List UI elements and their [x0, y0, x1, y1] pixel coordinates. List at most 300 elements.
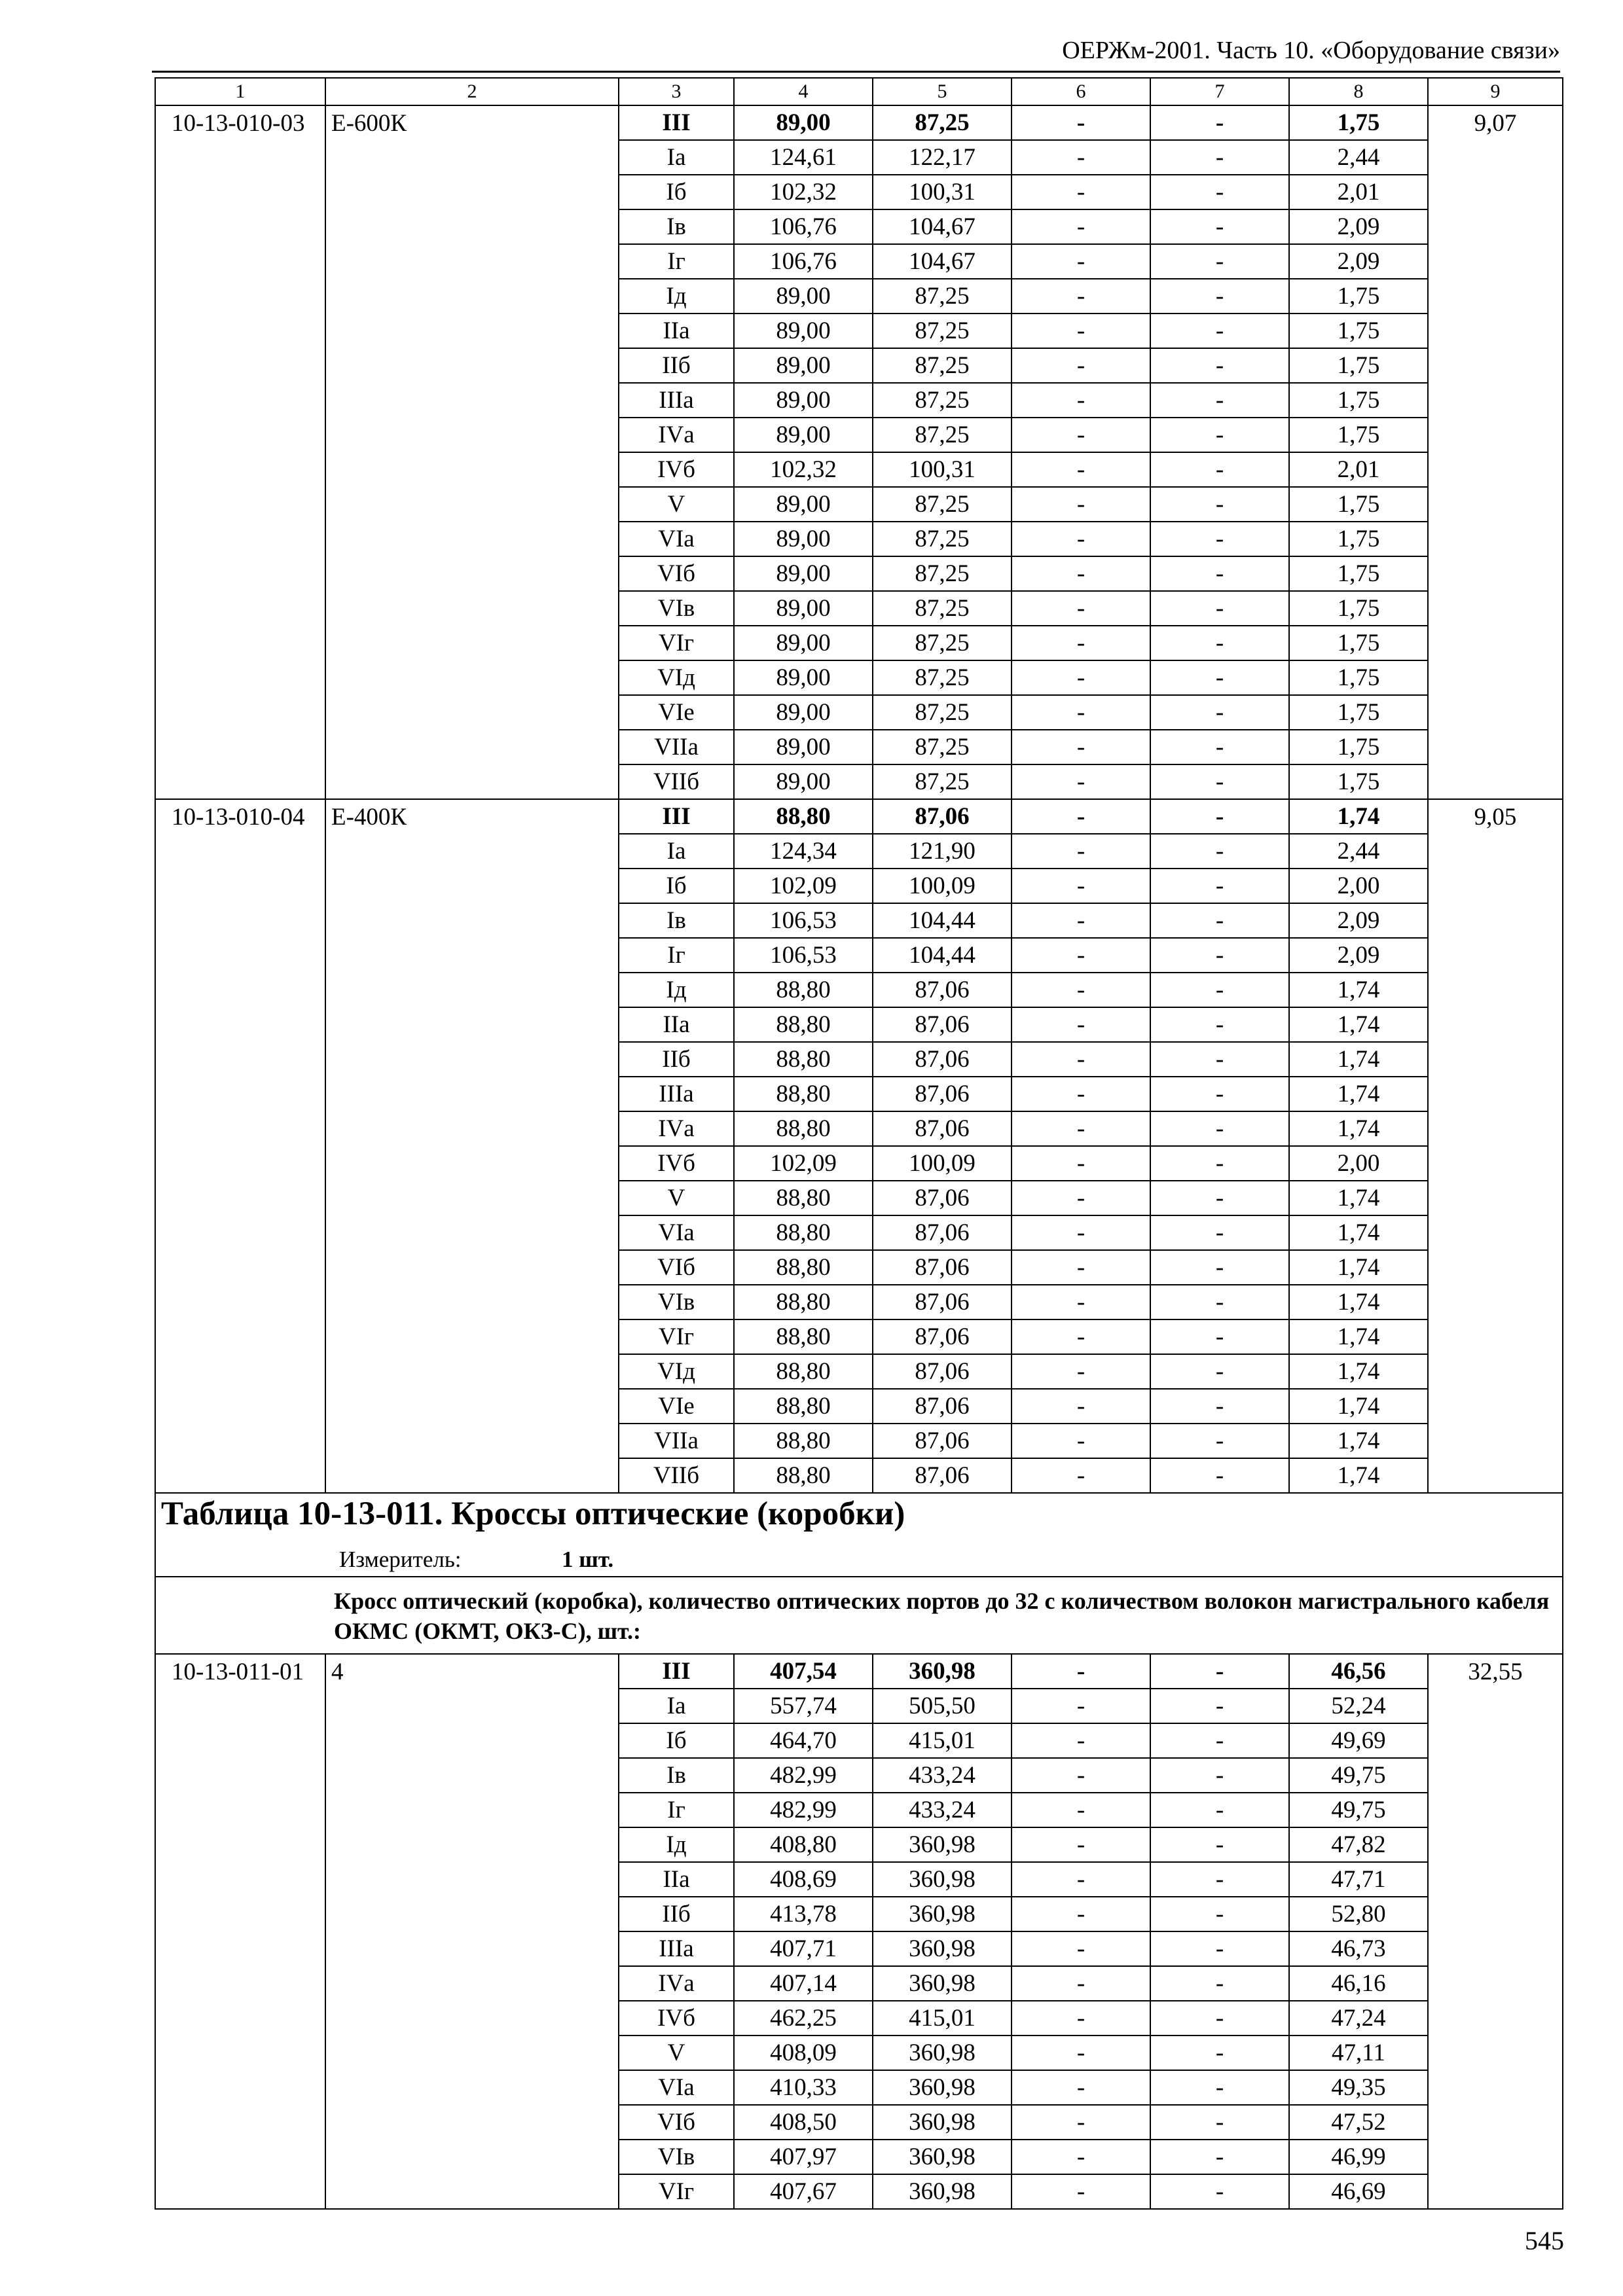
value-cell: -: [1150, 244, 1289, 279]
value-cell: 2,09: [1289, 244, 1428, 279]
value-cell: -: [1012, 938, 1150, 973]
value-cell: -: [1150, 2036, 1289, 2070]
zone-cell: IIа: [619, 314, 734, 348]
value-cell: 100,09: [873, 869, 1012, 903]
zone-cell: VIе: [619, 695, 734, 730]
value-cell: 47,52: [1289, 2105, 1428, 2140]
value-cell: -: [1012, 452, 1150, 487]
zone-cell: IVб: [619, 2001, 734, 2036]
value-cell: 482,99: [734, 1793, 873, 1827]
value-cell: 1,74: [1289, 1111, 1428, 1146]
value-cell: 88,80: [734, 1319, 873, 1354]
value-cell: -: [1150, 1146, 1289, 1181]
value-cell: 87,25: [873, 660, 1012, 695]
zone-cell: Iа: [619, 140, 734, 175]
value-cell: 1,75: [1289, 348, 1428, 383]
value-cell: 1,75: [1289, 626, 1428, 660]
value-cell: 88,80: [734, 1007, 873, 1042]
value-cell: 505,50: [873, 1689, 1012, 1723]
value-cell: 360,98: [873, 1931, 1012, 1966]
value-cell: -: [1012, 209, 1150, 244]
value-cell: -: [1150, 175, 1289, 209]
zone-cell: IVа: [619, 1111, 734, 1146]
value-cell: 408,80: [734, 1827, 873, 1862]
value-cell: 87,06: [873, 799, 1012, 834]
column-number: 4: [734, 78, 873, 105]
value-cell: -: [1150, 1042, 1289, 1077]
value-cell: 87,25: [873, 105, 1012, 140]
value-cell: -: [1012, 1077, 1150, 1111]
column-9-value: 32,55: [1428, 1654, 1563, 2209]
value-cell: -: [1012, 314, 1150, 348]
table-row: [155, 1654, 1563, 1689]
value-cell: -: [1012, 1654, 1150, 1689]
zone-cell: III: [619, 1654, 734, 1689]
column-9-value: 9,05: [1428, 799, 1563, 1493]
zone-cell: Iг: [619, 244, 734, 279]
value-cell: 87,25: [873, 556, 1012, 591]
value-cell: 2,09: [1289, 209, 1428, 244]
value-cell: 87,06: [873, 1319, 1012, 1354]
zone-cell: Iд: [619, 1827, 734, 1862]
value-cell: 88,80: [734, 1181, 873, 1215]
value-cell: -: [1150, 348, 1289, 383]
value-cell: 87,25: [873, 591, 1012, 626]
value-cell: -: [1012, 834, 1150, 869]
zone-cell: VIв: [619, 1285, 734, 1319]
value-cell: -: [1012, 1689, 1150, 1723]
value-cell: -: [1012, 279, 1150, 314]
value-cell: -: [1150, 1250, 1289, 1285]
value-cell: 89,00: [734, 660, 873, 695]
zone-cell: VIд: [619, 660, 734, 695]
value-cell: -: [1012, 1285, 1150, 1319]
value-cell: 89,00: [734, 105, 873, 140]
value-cell: 1,75: [1289, 314, 1428, 348]
value-cell: -: [1012, 487, 1150, 522]
value-cell: 89,00: [734, 522, 873, 556]
value-cell: -: [1012, 695, 1150, 730]
column-9-value: 9,07: [1428, 105, 1563, 799]
value-cell: 89,00: [734, 279, 873, 314]
page-number: 545: [1525, 2226, 1564, 2255]
value-cell: 89,00: [734, 764, 873, 799]
value-cell: -: [1012, 1389, 1150, 1424]
value-cell: 407,14: [734, 1966, 873, 2001]
value-cell: -: [1012, 1250, 1150, 1285]
value-cell: 88,80: [734, 1111, 873, 1146]
value-cell: -: [1012, 244, 1150, 279]
column-number: 3: [619, 78, 734, 105]
zone-cell: IVа: [619, 418, 734, 452]
unit-value: 1 шт.: [562, 1546, 614, 1572]
value-cell: 1,75: [1289, 383, 1428, 418]
value-cell: -: [1012, 348, 1150, 383]
value-cell: -: [1150, 1181, 1289, 1215]
value-cell: 106,53: [734, 903, 873, 938]
value-cell: 1,75: [1289, 764, 1428, 799]
value-cell: 87,06: [873, 1007, 1012, 1042]
value-cell: -: [1150, 591, 1289, 626]
value-cell: -: [1012, 730, 1150, 764]
zone-cell: IVб: [619, 1146, 734, 1181]
value-cell: 2,44: [1289, 140, 1428, 175]
value-cell: 360,98: [873, 2036, 1012, 2070]
value-cell: 2,00: [1289, 1146, 1428, 1181]
value-cell: -: [1012, 1146, 1150, 1181]
value-cell: -: [1150, 660, 1289, 695]
column-number: 2: [325, 78, 619, 105]
zone-cell: IIб: [619, 1042, 734, 1077]
value-cell: -: [1012, 2140, 1150, 2174]
value-cell: -: [1150, 1389, 1289, 1424]
zone-cell: VIг: [619, 1319, 734, 1354]
zone-cell: Iд: [619, 279, 734, 314]
zone-cell: VIа: [619, 1215, 734, 1250]
value-cell: -: [1150, 487, 1289, 522]
value-cell: -: [1012, 660, 1150, 695]
value-cell: 407,97: [734, 2140, 873, 2174]
value-cell: 87,25: [873, 348, 1012, 383]
value-cell: 89,00: [734, 418, 873, 452]
value-cell: -: [1012, 903, 1150, 938]
column-number: 5: [873, 78, 1012, 105]
value-cell: -: [1012, 383, 1150, 418]
zone-cell: VIд: [619, 1354, 734, 1389]
value-cell: 408,69: [734, 1862, 873, 1897]
value-cell: -: [1150, 418, 1289, 452]
value-cell: 408,50: [734, 2105, 873, 2140]
value-cell: -: [1150, 1931, 1289, 1966]
value-cell: 87,25: [873, 695, 1012, 730]
value-cell: 87,06: [873, 1424, 1012, 1458]
zone-cell: VIг: [619, 626, 734, 660]
zone-cell: VIб: [619, 2105, 734, 2140]
value-cell: 1,75: [1289, 591, 1428, 626]
value-cell: 87,06: [873, 1458, 1012, 1493]
value-cell: -: [1150, 2140, 1289, 2174]
value-cell: 106,76: [734, 244, 873, 279]
value-cell: 410,33: [734, 2070, 873, 2105]
value-cell: -: [1150, 764, 1289, 799]
value-cell: -: [1150, 834, 1289, 869]
value-cell: 100,09: [873, 1146, 1012, 1181]
value-cell: 1,74: [1289, 1250, 1428, 1285]
value-cell: 360,98: [873, 1654, 1012, 1689]
value-cell: -: [1150, 1966, 1289, 2001]
zone-cell: VIа: [619, 522, 734, 556]
value-cell: 47,11: [1289, 2036, 1428, 2070]
value-cell: -: [1012, 1862, 1150, 1897]
rate-code: 10-13-011-01: [155, 1654, 325, 2209]
zone-cell: IIIа: [619, 1931, 734, 1966]
value-cell: 104,44: [873, 903, 1012, 938]
column-number: 8: [1289, 78, 1428, 105]
zone-cell: VIIб: [619, 1458, 734, 1493]
value-cell: -: [1150, 1007, 1289, 1042]
value-cell: 89,00: [734, 591, 873, 626]
header-rule: [152, 71, 1560, 73]
value-cell: 88,80: [734, 973, 873, 1007]
value-cell: 87,06: [873, 1077, 1012, 1111]
zone-cell: IIIа: [619, 1077, 734, 1111]
value-cell: 1,75: [1289, 660, 1428, 695]
value-cell: -: [1150, 1897, 1289, 1931]
value-cell: 87,25: [873, 487, 1012, 522]
zone-cell: IIа: [619, 1007, 734, 1042]
value-cell: -: [1150, 730, 1289, 764]
value-cell: 407,71: [734, 1931, 873, 1966]
zone-cell: V: [619, 1181, 734, 1215]
value-cell: 87,06: [873, 1389, 1012, 1424]
value-cell: -: [1150, 1793, 1289, 1827]
column-number: 9: [1428, 78, 1563, 105]
value-cell: 1,75: [1289, 418, 1428, 452]
value-cell: -: [1012, 2174, 1150, 2209]
value-cell: -: [1012, 522, 1150, 556]
value-cell: -: [1012, 1215, 1150, 1250]
zone-cell: IIб: [619, 348, 734, 383]
value-cell: 89,00: [734, 626, 873, 660]
value-cell: 87,25: [873, 626, 1012, 660]
value-cell: 1,74: [1289, 1215, 1428, 1250]
zone-cell: Iб: [619, 1723, 734, 1758]
value-cell: 360,98: [873, 2174, 1012, 2209]
zone-cell: Iв: [619, 209, 734, 244]
value-cell: 88,80: [734, 1354, 873, 1389]
zone-cell: IIIа: [619, 383, 734, 418]
value-cell: 46,73: [1289, 1931, 1428, 1966]
page-header-title: ОЕРЖм-2001. Часть 10. «Оборудование связи»: [1062, 37, 1560, 64]
value-cell: -: [1012, 799, 1150, 834]
value-cell: -: [1012, 140, 1150, 175]
value-cell: 1,75: [1289, 105, 1428, 140]
value-cell: -: [1150, 1319, 1289, 1354]
value-cell: 47,82: [1289, 1827, 1428, 1862]
zone-cell: III: [619, 105, 734, 140]
value-cell: 52,24: [1289, 1689, 1428, 1723]
value-cell: 2,44: [1289, 834, 1428, 869]
value-cell: 1,75: [1289, 279, 1428, 314]
zone-cell: VIа: [619, 2070, 734, 2105]
value-cell: -: [1012, 2001, 1150, 2036]
value-cell: -: [1150, 1354, 1289, 1389]
value-cell: -: [1150, 1723, 1289, 1758]
value-cell: 407,67: [734, 2174, 873, 2209]
subheading-row: [155, 1577, 1563, 1654]
value-cell: 102,32: [734, 175, 873, 209]
value-cell: 1,74: [1289, 1389, 1428, 1424]
value-cell: 2,01: [1289, 452, 1428, 487]
value-cell: -: [1150, 556, 1289, 591]
value-cell: 49,75: [1289, 1793, 1428, 1827]
value-cell: -: [1012, 556, 1150, 591]
value-cell: 106,76: [734, 209, 873, 244]
value-cell: 89,00: [734, 348, 873, 383]
zone-cell: Iд: [619, 973, 734, 1007]
value-cell: -: [1012, 1758, 1150, 1793]
zone-cell: IIб: [619, 1897, 734, 1931]
unit-label: Измеритель:: [339, 1546, 462, 1572]
value-cell: 2,00: [1289, 869, 1428, 903]
value-cell: 1,74: [1289, 1424, 1428, 1458]
zone-cell: VIв: [619, 591, 734, 626]
value-cell: 47,71: [1289, 1862, 1428, 1897]
value-cell: 87,06: [873, 1354, 1012, 1389]
value-cell: 360,98: [873, 1966, 1012, 2001]
zone-cell: Iа: [619, 834, 734, 869]
value-cell: -: [1012, 2036, 1150, 2070]
value-cell: -: [1150, 1077, 1289, 1111]
unit-line: [155, 1542, 1563, 1577]
value-cell: 87,25: [873, 730, 1012, 764]
value-cell: 87,06: [873, 1111, 1012, 1146]
value-cell: 433,24: [873, 1758, 1012, 1793]
value-cell: 1,75: [1289, 695, 1428, 730]
value-cell: 104,67: [873, 209, 1012, 244]
value-cell: 87,25: [873, 314, 1012, 348]
value-cell: -: [1150, 1862, 1289, 1897]
value-cell: 121,90: [873, 834, 1012, 869]
value-cell: 360,98: [873, 1827, 1012, 1862]
value-cell: -: [1150, 314, 1289, 348]
value-cell: 102,09: [734, 869, 873, 903]
value-cell: 87,06: [873, 1042, 1012, 1077]
value-cell: -: [1150, 626, 1289, 660]
zone-cell: IVа: [619, 1966, 734, 2001]
value-cell: 87,06: [873, 1215, 1012, 1250]
value-cell: 89,00: [734, 730, 873, 764]
zone-cell: VIб: [619, 556, 734, 591]
table-title: Таблица 10-13-011. Кроссы оптические (коробки): [155, 1493, 1563, 1542]
rates-table: [155, 77, 1563, 2210]
value-cell: 360,98: [873, 1862, 1012, 1897]
zone-cell: V: [619, 2036, 734, 2070]
value-cell: -: [1012, 2070, 1150, 2105]
value-cell: 1,74: [1289, 1181, 1428, 1215]
value-cell: -: [1012, 1181, 1150, 1215]
value-cell: 46,69: [1289, 2174, 1428, 2209]
value-cell: 49,75: [1289, 1758, 1428, 1793]
value-cell: 88,80: [734, 1458, 873, 1493]
value-cell: -: [1012, 1007, 1150, 1042]
value-cell: 52,80: [1289, 1897, 1428, 1931]
value-cell: 87,06: [873, 973, 1012, 1007]
value-cell: 88,80: [734, 1424, 873, 1458]
value-cell: 2,09: [1289, 938, 1428, 973]
value-cell: 88,80: [734, 1215, 873, 1250]
value-cell: -: [1012, 1723, 1150, 1758]
value-cell: 1,74: [1289, 1458, 1428, 1493]
zone-cell: VIIа: [619, 1424, 734, 1458]
value-cell: -: [1150, 279, 1289, 314]
item-name: Е-600К: [325, 105, 619, 799]
value-cell: -: [1012, 973, 1150, 1007]
value-cell: 102,32: [734, 452, 873, 487]
zone-cell: VIIб: [619, 764, 734, 799]
value-cell: -: [1150, 1285, 1289, 1319]
column-number: 6: [1012, 78, 1150, 105]
value-cell: 49,35: [1289, 2070, 1428, 2105]
value-cell: 49,69: [1289, 1723, 1428, 1758]
value-cell: -: [1150, 695, 1289, 730]
value-cell: 360,98: [873, 2140, 1012, 2174]
column-number-row: [155, 78, 1563, 105]
zone-cell: VIб: [619, 1250, 734, 1285]
value-cell: 89,00: [734, 314, 873, 348]
zone-cell: IIа: [619, 1862, 734, 1897]
value-cell: -: [1150, 1758, 1289, 1793]
value-cell: -: [1012, 2105, 1150, 2140]
zone-cell: Iг: [619, 1793, 734, 1827]
value-cell: 1,74: [1289, 1077, 1428, 1111]
item-name: 4: [325, 1654, 619, 2209]
value-cell: -: [1012, 591, 1150, 626]
value-cell: 2,09: [1289, 903, 1428, 938]
value-cell: 360,98: [873, 2070, 1012, 2105]
value-cell: -: [1012, 418, 1150, 452]
value-cell: 100,31: [873, 175, 1012, 209]
value-cell: 87,06: [873, 1181, 1012, 1215]
section-subheading: Кросс оптический (коробка), количество оптических портов до 32 с количеством волокон магистрального кабеля ОКМС (ОКМТ, ОКЗ-С), шт.:: [155, 1577, 1563, 1654]
value-cell: -: [1150, 105, 1289, 140]
value-cell: 124,61: [734, 140, 873, 175]
value-cell: 1,74: [1289, 1042, 1428, 1077]
value-cell: 87,06: [873, 1285, 1012, 1319]
table-title-row: [155, 1493, 1563, 1542]
value-cell: 102,09: [734, 1146, 873, 1181]
value-cell: -: [1012, 764, 1150, 799]
value-cell: -: [1012, 1111, 1150, 1146]
value-cell: 1,75: [1289, 522, 1428, 556]
value-cell: -: [1150, 2105, 1289, 2140]
value-cell: 88,80: [734, 1077, 873, 1111]
value-cell: 88,80: [734, 799, 873, 834]
zone-cell: Iг: [619, 938, 734, 973]
value-cell: -: [1150, 1689, 1289, 1723]
value-cell: -: [1150, 973, 1289, 1007]
value-cell: 124,34: [734, 834, 873, 869]
column-number: 7: [1150, 78, 1289, 105]
value-cell: 408,09: [734, 2036, 873, 2070]
value-cell: 407,54: [734, 1654, 873, 1689]
value-cell: -: [1012, 1931, 1150, 1966]
value-cell: -: [1012, 1319, 1150, 1354]
value-cell: -: [1150, 452, 1289, 487]
zone-cell: VIг: [619, 2174, 734, 2209]
rate-code: 10-13-010-03: [155, 105, 325, 799]
value-cell: -: [1012, 1354, 1150, 1389]
value-cell: 104,67: [873, 244, 1012, 279]
value-cell: -: [1012, 626, 1150, 660]
zone-cell: Iв: [619, 1758, 734, 1793]
value-cell: 415,01: [873, 1723, 1012, 1758]
value-cell: -: [1150, 1458, 1289, 1493]
value-cell: -: [1150, 799, 1289, 834]
value-cell: 1,74: [1289, 1007, 1428, 1042]
table-row: [155, 105, 1563, 140]
value-cell: 2,01: [1289, 175, 1428, 209]
zone-cell: VIIа: [619, 730, 734, 764]
value-cell: 46,16: [1289, 1966, 1428, 2001]
value-cell: 360,98: [873, 2105, 1012, 2140]
value-cell: 433,24: [873, 1793, 1012, 1827]
value-cell: 482,99: [734, 1758, 873, 1793]
value-cell: -: [1150, 1111, 1289, 1146]
value-cell: 46,56: [1289, 1654, 1428, 1689]
value-cell: 87,25: [873, 764, 1012, 799]
value-cell: 413,78: [734, 1897, 873, 1931]
